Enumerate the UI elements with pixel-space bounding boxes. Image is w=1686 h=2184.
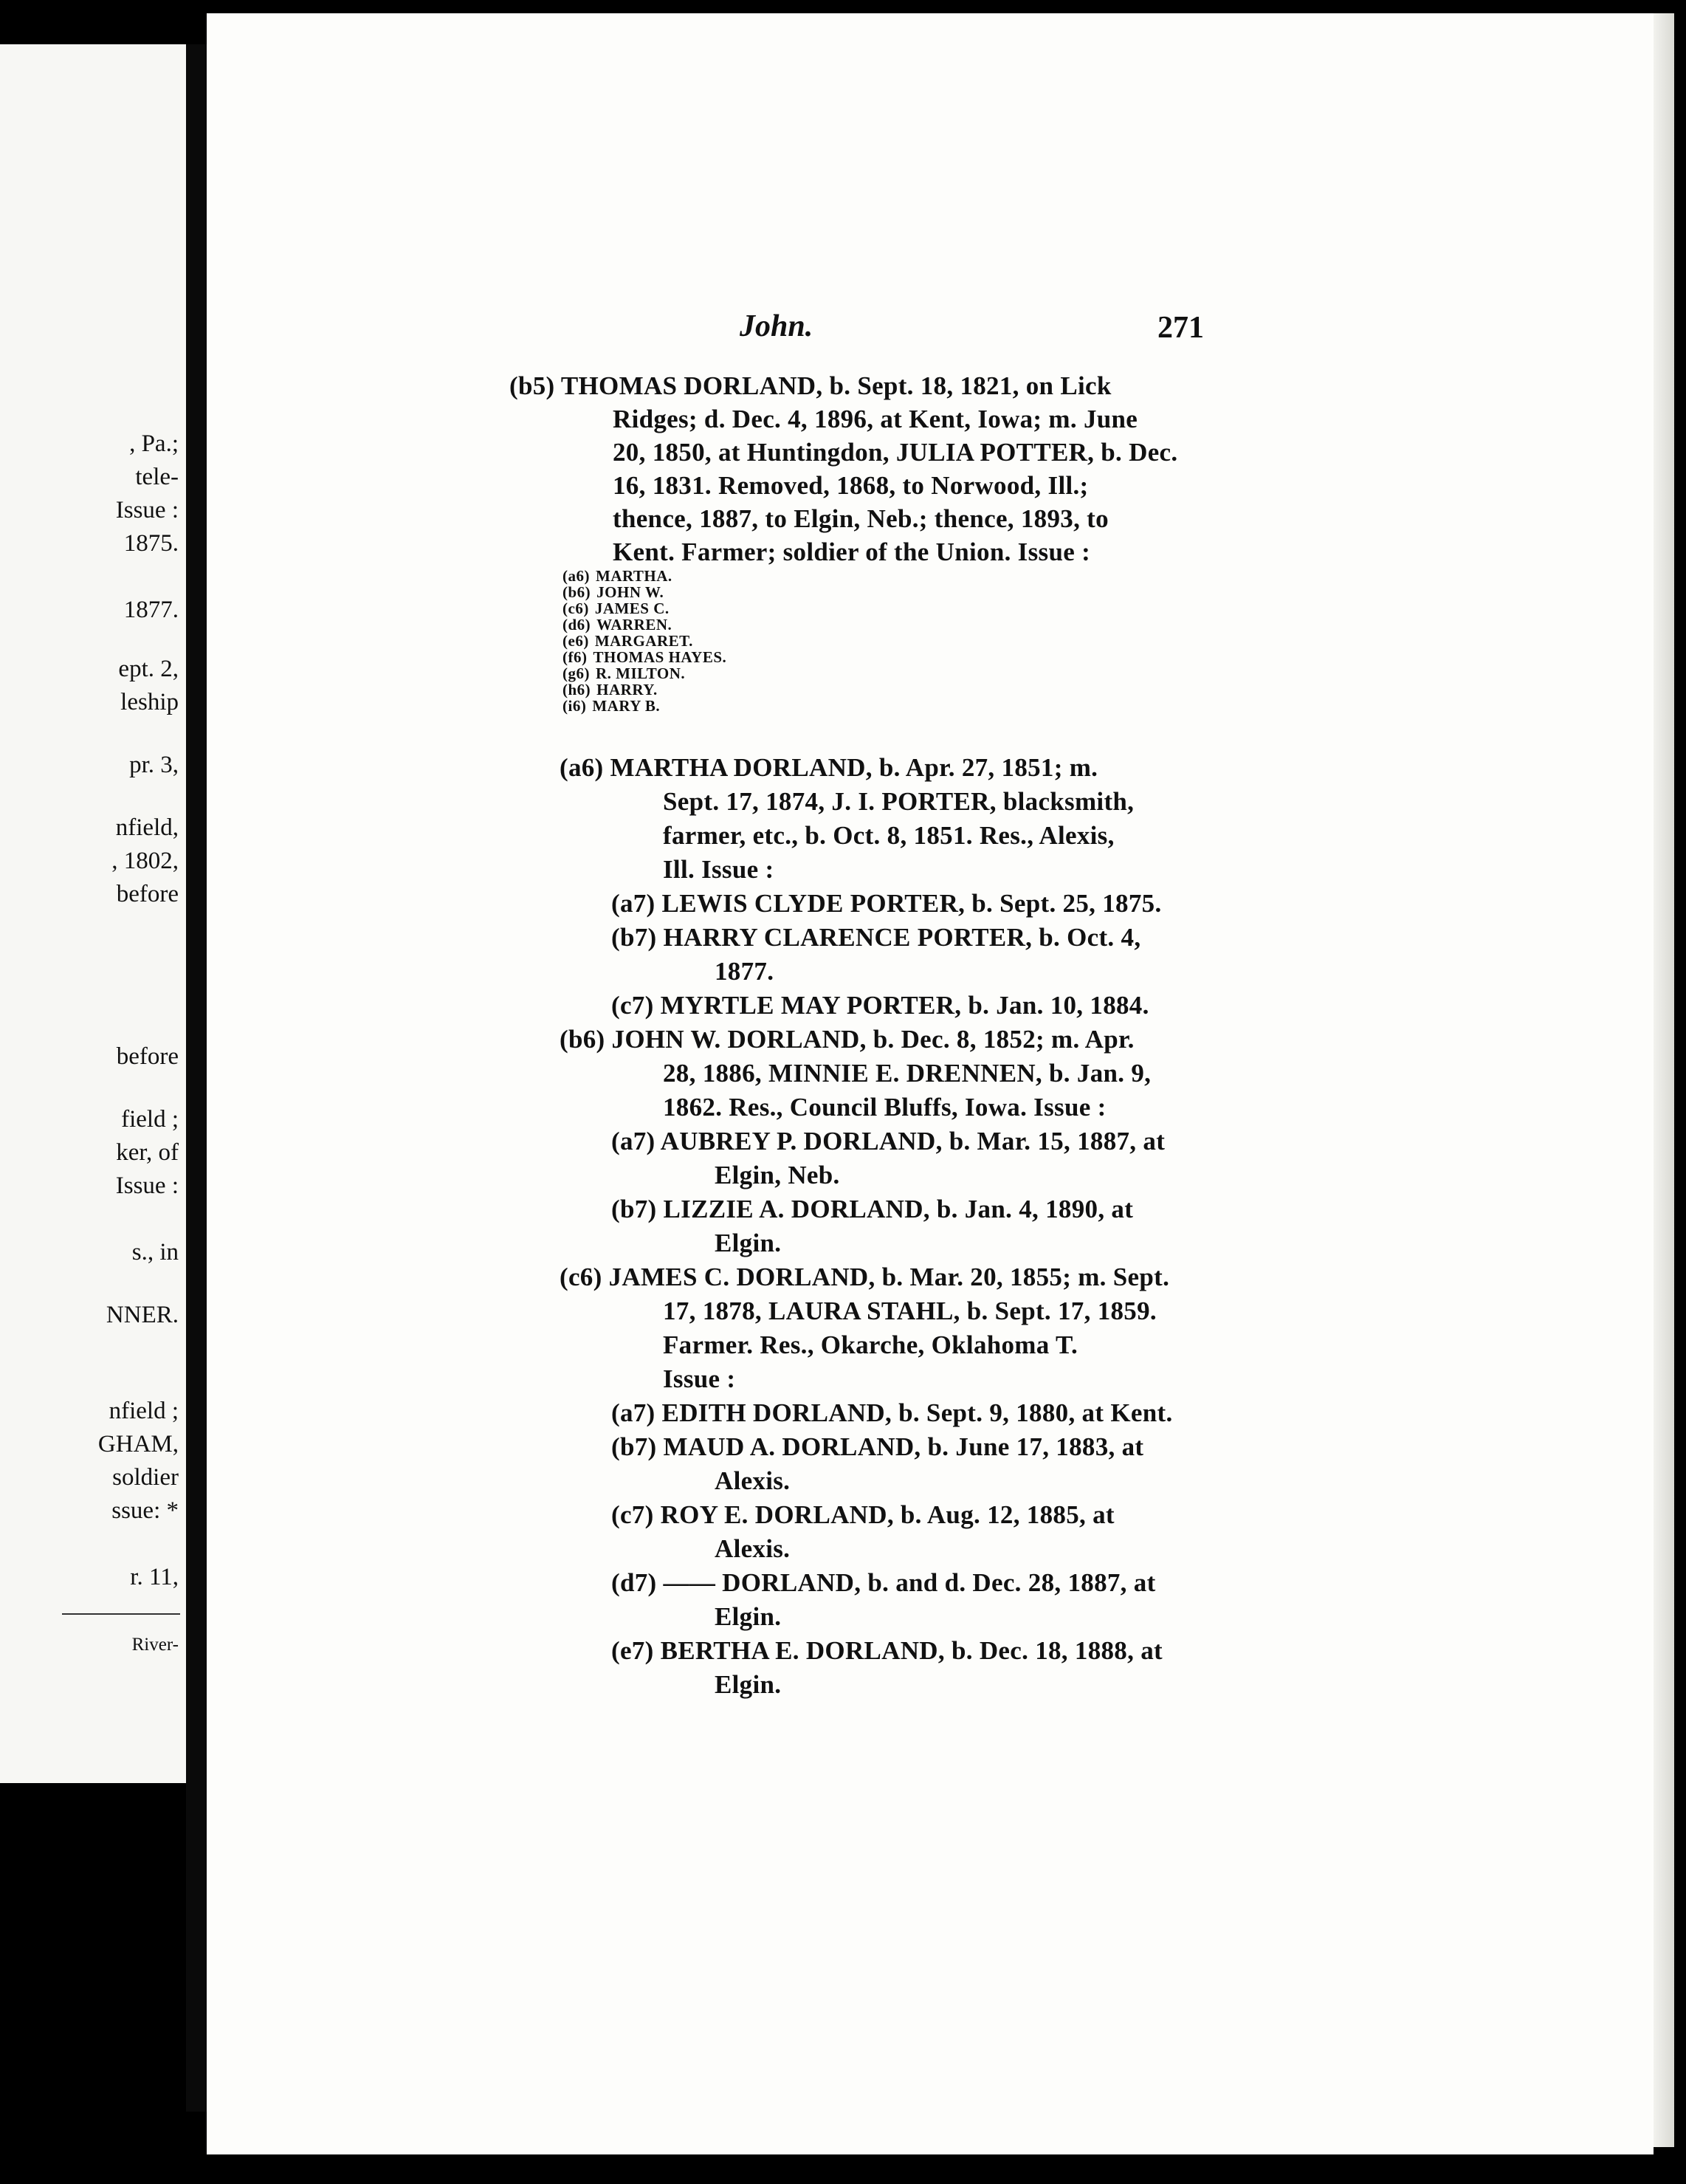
entry-line: farmer, etc., b. Oct. 8, 1851. Res., Alexis,: [663, 821, 1115, 850]
margin-text: nfield ;: [109, 1398, 179, 1424]
entry-line: (c6) JAMES C. DORLAND, b. Mar. 20, 1855; m. Sept.: [560, 1263, 1170, 1291]
entry-line: Elgin.: [715, 1229, 782, 1257]
entry-line: Elgin.: [715, 1602, 782, 1631]
child-list-item: (i6) MARY B.: [562, 697, 661, 715]
entry-line: 20, 1850, at Huntingdon, JULIA POTTER, b. Dec.: [613, 438, 1178, 467]
margin-text: ker, of: [116, 1139, 179, 1166]
child-list-item: (h6) HARRY.: [562, 681, 658, 698]
entry-line: Kent. Farmer; soldier of the Union. Issue :: [613, 538, 1091, 566]
margin-text: 1875.: [123, 530, 179, 557]
entry-line: thence, 1887, to Elgin, Neb.; thence, 1893, to: [613, 504, 1109, 533]
margin-text: before: [116, 881, 179, 907]
margin-text: s., in: [131, 1239, 179, 1266]
footnote-text: River-: [131, 1635, 179, 1655]
margin-text: tele-: [135, 464, 179, 490]
entry-line: Farmer. Res., Okarche, Oklahoma T.: [663, 1330, 1078, 1359]
entry-line: 1877.: [715, 957, 774, 986]
margin-text: field ;: [121, 1106, 179, 1133]
margin-text: , 1802,: [111, 848, 179, 874]
child-list-item: (f6) THOMAS HAYES.: [562, 648, 727, 666]
margin-text: before: [116, 1043, 179, 1070]
margin-text: pr. 3,: [129, 752, 179, 778]
child-list-item: (e6) MARGARET.: [562, 632, 693, 650]
page-number: 271: [1157, 311, 1204, 345]
child-list-item: (c6) JAMES C.: [562, 600, 670, 617]
margin-text: , Pa.;: [129, 430, 179, 457]
entry-line: Alexis.: [715, 1534, 791, 1563]
entry-line: (e7) BERTHA E. DORLAND, b. Dec. 18, 1888, at: [611, 1636, 1163, 1665]
entry-line: 17, 1878, LAURA STAHL, b. Sept. 17, 1859.: [663, 1297, 1157, 1325]
facing-page-fragment: [0, 44, 186, 1783]
entry-line: 1862. Res., Council Bluffs, Iowa. Issue :: [663, 1093, 1107, 1122]
entry-line: 28, 1886, MINNIE E. DRENNEN, b. Jan. 9,: [663, 1059, 1152, 1088]
margin-text: leship: [120, 689, 179, 715]
entry-line: Sept. 17, 1874, J. I. PORTER, blacksmith,: [663, 787, 1135, 816]
entry-line: Ill. Issue :: [663, 855, 774, 884]
margin-text: Issue :: [115, 497, 179, 523]
book-gutter: [186, 44, 208, 2112]
entry-line: Alexis.: [715, 1466, 791, 1495]
entry-line: (c7) ROY E. DORLAND, b. Aug. 12, 1885, at: [611, 1500, 1115, 1529]
entry-line: (c7) MYRTLE MAY PORTER, b. Jan. 10, 1884.: [611, 991, 1149, 1020]
margin-text: ssue: *: [111, 1497, 179, 1524]
margin-text: NNER.: [106, 1302, 179, 1328]
entry-line: (b7) HARRY CLARENCE PORTER, b. Oct. 4,: [611, 923, 1141, 952]
margin-text: 1877.: [123, 597, 179, 623]
entry-line: (b7) LIZZIE A. DORLAND, b. Jan. 4, 1890, at: [611, 1195, 1134, 1223]
entry-line: (a6) MARTHA DORLAND, b. Apr. 27, 1851; m.: [560, 753, 1098, 782]
child-list-item: (g6) R. MILTON.: [562, 665, 686, 682]
entry-line: (a7) EDITH DORLAND, b. Sept. 9, 1880, at Kent.: [611, 1398, 1173, 1427]
child-list-item: (b6) JOHN W.: [562, 583, 664, 601]
page-edge: [1654, 13, 1674, 2147]
margin-text: GHAM,: [97, 1431, 179, 1457]
entry-line: (a7) LEWIS CLYDE PORTER, b. Sept. 25, 1875.: [611, 889, 1162, 918]
entry-line: (d7) —— DORLAND, b. and d. Dec. 28, 1887, at: [611, 1568, 1156, 1597]
margin-text: nfield,: [115, 814, 179, 841]
margin-text: ept. 2,: [118, 656, 179, 682]
child-list-item: (a6) MARTHA.: [562, 567, 672, 585]
footnote-rule: [62, 1613, 180, 1615]
entry-line: (b7) MAUD A. DORLAND, b. June 17, 1883, at: [611, 1432, 1144, 1461]
entry-line: Elgin.: [715, 1670, 782, 1699]
entry-line: (a7) AUBREY P. DORLAND, b. Mar. 15, 1887, at: [611, 1127, 1166, 1155]
entry-line: Elgin, Neb.: [715, 1161, 840, 1189]
running-head: John.: [740, 309, 813, 343]
entry-line: (b5) THOMAS DORLAND, b. Sept. 18, 1821, on Lick: [509, 371, 1112, 400]
margin-text: soldier: [112, 1464, 179, 1491]
entry-line: 16, 1831. Removed, 1868, to Norwood, Ill.;: [613, 471, 1089, 500]
entry-line: Issue :: [663, 1364, 736, 1393]
margin-text: Issue :: [115, 1172, 179, 1199]
entry-line: (b6) JOHN W. DORLAND, b. Dec. 8, 1852; m. Apr.: [560, 1025, 1135, 1054]
entry-line: Ridges; d. Dec. 4, 1896, at Kent, Iowa; m. June: [613, 405, 1138, 433]
margin-text: r. 11,: [130, 1564, 179, 1590]
child-list-item: (d6) WARREN.: [562, 616, 672, 633]
